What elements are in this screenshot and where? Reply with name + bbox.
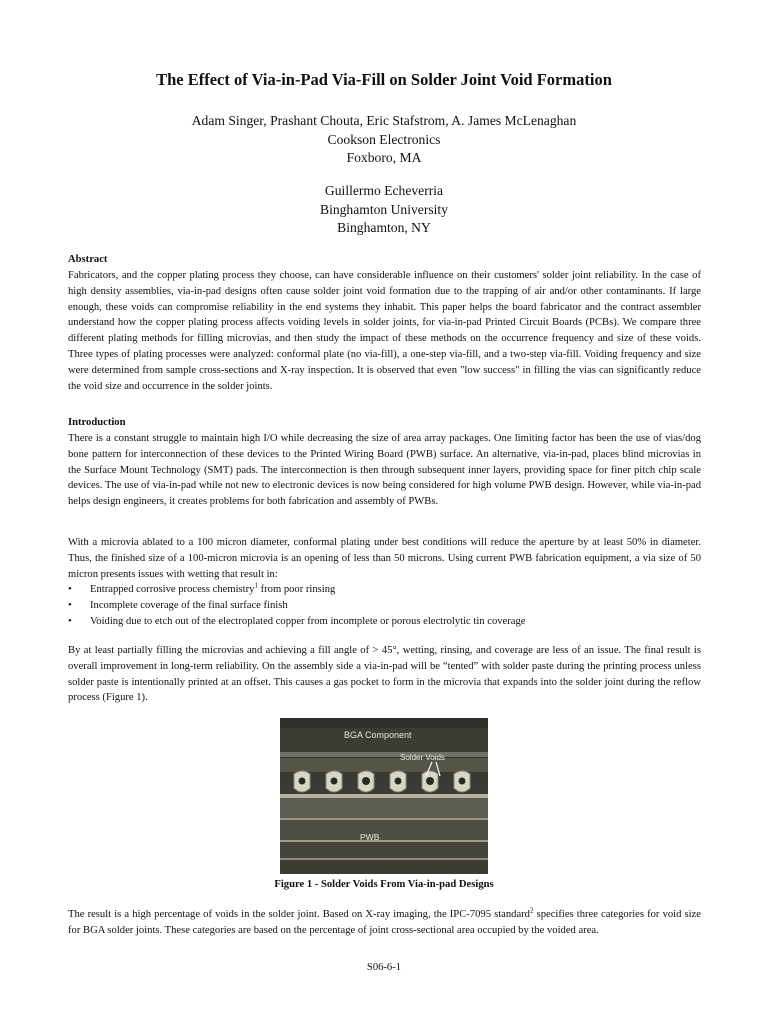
list-item: • Voiding due to etch out of the electroplated copper from incomplete or porous electrolytic tin coverage	[68, 614, 701, 630]
abstract-heading: Abstract	[68, 254, 108, 265]
author-list: Adam Singer, Prashant Chouta, Eric Stafstrom, A. James McLenaghan	[191, 113, 577, 128]
list-item: • Incomplete coverage of the final surface finish	[68, 598, 701, 614]
wetting-issues-list	[68, 582, 701, 629]
author-list: Guillermo Echeverria	[324, 183, 444, 198]
list-item: • Entrapped corrosive process chemistry$^1$ from poor rinsing	[68, 582, 701, 598]
intro-paragraph-3: By at least partially filling the microvias and achieving a fill angle of > 45°, wetting, rinsing, and coverage are less of an issue. The final result is overall improvement in long-term reliability. On the assembly side a via-in-pad will be “tented” with solder paste during the printing process unless solder paste is intentionally printed at an offset. This causes a gas pocket to form in the microvia that expands into the solder joint during the reflow process (Figure 1).	[68, 645, 701, 704]
paper-title: The Effect of Via-in-Pad Via-Fill on Solder Joint Void Formation	[156, 70, 612, 89]
organization: Binghamton University	[320, 201, 448, 217]
figure-1-cross-section	[280, 718, 488, 874]
bullet-icon: •	[68, 599, 72, 611]
bullet-icon: •	[68, 615, 72, 627]
label-solder-voids: Solder Voids	[400, 753, 445, 762]
location: Binghamton, NY	[337, 220, 431, 235]
page-number: S06-6-1	[366, 962, 402, 973]
organization: Cookson Electronics	[327, 131, 441, 147]
intro-paragraph-2: With a microvia ablated to a 100 micron diameter, conformal plating under best conditions will reduce the aperture by at least 50% in diameter. Thus, the finished size of a 100-micron microvia is an opening of less than 50 microns. Using current PWB fabrication equipment, a via size of 50 micron presents issues with wetting that result in:	[68, 537, 701, 580]
cross-section-image	[280, 718, 488, 874]
abstract-text: Fabricators, and the copper plating process they choose, can have considerable influence on their customers' solder joint reliability. In the case of high density assemblies, via-in-pad designs often cause solder joint void formation due to the trapping of air and/or other contaminants. If large enough, these voids can compromise reliability in the end systems they inhabit. This paper helps the board fabricator and the contract assembler understand how the copper plating process affects voiding levels in solder joints, for via-in-pad Printed Circuit Boards (PCBs). We compare three different plating methods for filling microvias, and then study the impact of these methods on the occurrence frequency and size of these voids. Three types of plating processes were analyzed: conformal plate (no via-fill), a one-step via-fill, and a two-step via-fill. Voiding frequency and size were determined from sample cross-sections and X-ray inspection. It is observed that even "low success" in filling the vias can significantly reduce the void size and occurrence in the solder joints.	[68, 270, 701, 392]
intro-paragraph-4: The result is a high percentage of voids in the solder joint. Based on X-ray imaging, the IPC-7095 standard$^2$ specifies three categories for void size for BGA solder joints. These categories are based on the percentage of joint cross-sectional area occupied by the voided area.	[68, 906, 701, 936]
affiliation-cookson	[0, 112, 768, 168]
label-bga-component: BGA Component	[344, 730, 412, 740]
location: Foxboro, MA	[346, 150, 422, 165]
label-pwb: PWB	[360, 832, 380, 842]
affiliation-binghamton	[0, 182, 768, 238]
bullet-icon: •	[68, 584, 72, 595]
intro-paragraph-1: There is a constant struggle to maintain high I/O while decreasing the size of area array packages. One limiting factor has been the use of vias/dog bone pattern for interconnection of these devices to the Printed Wiring Board (PWB) surface. An alternative, via-in-pad, places blind microvias in the Surface Mount Technology (SMT) pads. The interconnection is then through subsequent inner layers, providing space for finer pitch chip scale devices. The use of via-in-pad while not new to electronic devices is now being considered for high volume PWB design. However, while via-in-pad helps design engineers, it creates problems for both fabrication and assembly of PWBs.	[68, 433, 701, 508]
introduction-heading: Introduction	[68, 417, 126, 428]
figure-1-caption: Figure 1 - Solder Voids From Via-in-pad Designs	[274, 879, 494, 890]
